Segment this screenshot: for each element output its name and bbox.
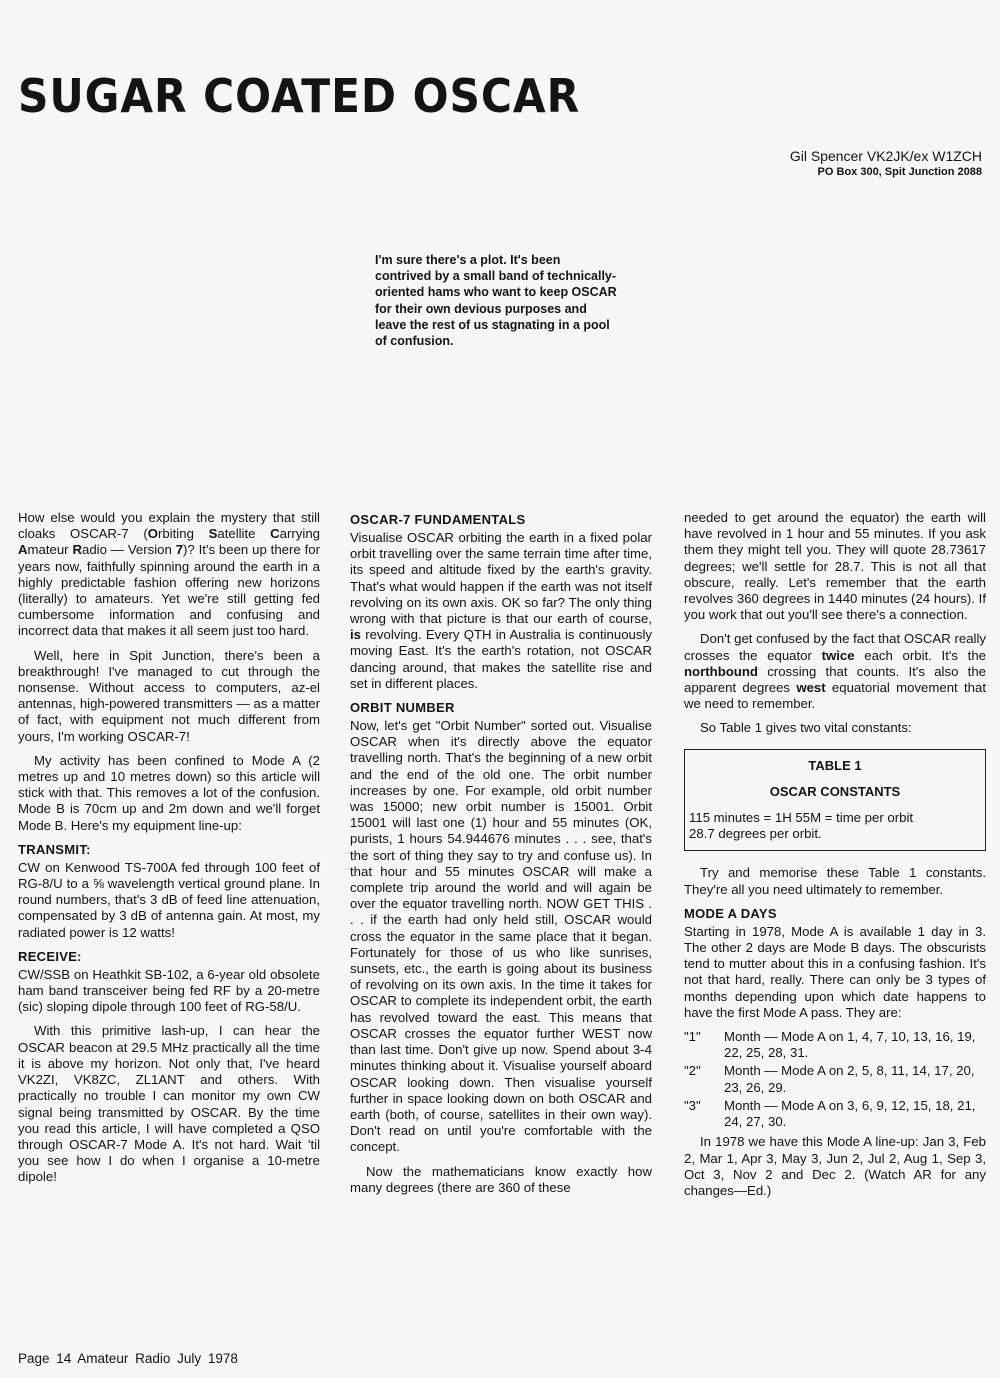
month-type-label: "1" [684, 1029, 701, 1045]
month-type-label: "2" [684, 1063, 701, 1079]
paragraph: Now the mathematicians know exactly how many degrees (there are 360 of these [350, 1163, 652, 1195]
intro-blurb: I'm sure there's a plot. It's been contrived by a small band of technically-oriented hams who want to keep OSCAR for their own devious purposes and leave the rest of us stagnating in a pool of confusion. [375, 253, 617, 349]
month-type-text: Month — Mode A on 3, 6, 9, 12, 15, 18, 21, 24, 27, 30. [724, 1097, 976, 1130]
text-run: How else would you explain the mystery that still cloaks OSCAR-7 ( [18, 510, 320, 542]
text-run: )? It's been up there for years now, faithfully spinning around the earth in a highly predictable fashion offering new horizons (literally) to amateurs. Yet we're still getting fed cumbersome information and confusing and incorrect data that makes it all seem just too hard. [18, 542, 320, 639]
paragraph: So Table 1 gives two vital constants: [700, 720, 912, 736]
paragraph [350, 530, 652, 692]
paragraph: needed to get around the equator) the earth will have revolved in 1 hour and 55 minutes. If you ask them they might tell you. They will quote 28.73617 degrees; we'll settle for 28.7. This is not all that obscure, really. Let's remember that the earth revolves 360 degrees in 1440 minutes (24 hours). If you work that out you'll see there's a connection. [684, 510, 986, 623]
section-heading-mode-a-days: MODE A DAYS [684, 905, 777, 921]
text-run: adio — Version [81, 542, 176, 558]
text-run: 7 [175, 542, 184, 558]
paragraph: In 1978 we have this Mode A line-up: Jan 3, Feb 2, Mar 1, Apr 3, May 3, Jun 2, Jul 2, Aug 1, Sep 3, Oct 3, Nov 2 and Dec 2. (Watch AR for any changes—Ed.) [684, 1134, 986, 1198]
paragraph: Starting in 1978, Mode A is available 1 day in 3. The other 2 days are Mode B days. The obscurists tend to mutter about this in a confusing fashion. It's not that hard, really. There can only be 3 types of months depending upon which date happens to have the first Mode A pass. They are: [684, 923, 986, 1020]
paragraph: Well, here in Spit Junction, there's been a breakthrough! I've managed to cut through the nonsense. Without access to computers, az-el antennas, high-powered transmitters — as a matter of fact, with equipment not much different from yours, I'm working OSCAR-7! [18, 647, 320, 744]
text-run: S [208, 526, 218, 542]
column-1 [18, 510, 320, 1194]
column-3 [684, 510, 986, 1207]
paragraph [18, 510, 320, 640]
list-item [684, 1063, 986, 1095]
paragraph: Try and memorise these Table 1 constants. They're all you need ultimately to remember. [684, 865, 986, 897]
table-subtitle: OSCAR CONSTANTS [769, 783, 901, 799]
section-heading-fundamentals: OSCAR-7 FUNDAMENTALS [350, 512, 526, 527]
section-heading-receive: RECEIVE: [18, 948, 82, 964]
table-title: TABLE 1 [808, 757, 862, 773]
paragraph: My activity has been confined to Mode A (2 metres up and 10 metres down) so this article will stick with that. This removes a lot of the confusion. Mode B is 70cm up and 2m down and we'll forget Mode B. Here's my equipment line-up: [18, 752, 320, 833]
text-run: mateur [27, 542, 73, 558]
author-name: Gil Spencer VK2JK/ex W1ZCH [789, 148, 982, 164]
section-heading-orbit-number: ORBIT NUMBER [350, 700, 455, 716]
text-run: northbound [684, 663, 758, 679]
table-row: 28.7 degrees per orbit. [689, 826, 822, 842]
article-title: SUGAR COATED OSCAR [18, 69, 581, 123]
text-run: atellite [217, 526, 271, 542]
month-type-list [684, 1029, 986, 1130]
column-2 [350, 510, 652, 1204]
page-footer: Page 14 Amateur Radio July 1978 [18, 1351, 238, 1366]
text-run: each orbit. It's the [854, 647, 986, 663]
table-oscar-constants [684, 749, 986, 852]
paragraph: CW on Kenwood TS-700A fed through 100 feet of RG-8/U to a ⅝ wavelength vertical ground plane. In round numbers, that's 3 dB of feed line attenuation, compensated by 3 dB of antenna gain. At most, my radiated power is 12 watts! [18, 859, 320, 940]
text-run: crossing that counts. It's also the apparent degrees [684, 663, 986, 696]
list-item [684, 1098, 986, 1130]
paragraph: With this primitive lash-up, I can hear the OSCAR beacon at 29.5 MHz practically all the time it is above my horizon. Not only that, I've heard VK2ZI, VK8ZC, ZL1ANT and others. With practically no trouble I can monitor my own CW signal being transmitted by OSCAR. By the time you read this article, I will have completed a QSO through OSCAR-7 Mode A. It's not hard. Wait 'til you see how I do when I organise a 10-metre dipole! [18, 1023, 320, 1185]
text-run: Visualise OSCAR orbiting the earth in a fixed polar orbit travelling over the same terrain time after time, its speed and altitude fixed by the earth's gravity. That's what would happen if the earth was not itself revolving on its own axis. OK so far? The only thing wrong with that picture is that our earth of course, [350, 530, 652, 627]
text-run: R [72, 542, 82, 558]
text-run: equatorial movement that we need to remember. [684, 680, 986, 712]
text-run: Don't get confused by the fact that OSCAR really crosses the equator [684, 631, 986, 663]
text-run: revolving. Every QTH in Australia is continuously moving East. It's the earth's rotation, not OSCAR dancing around, that makes the satellite rise and set in different places. [350, 627, 652, 691]
table-row: 115 minutes = 1H 55M = time per orbit [689, 810, 914, 826]
text-run: A [18, 542, 28, 558]
paragraph [684, 631, 986, 712]
text-run: C [270, 526, 280, 542]
text-run: is [350, 627, 361, 643]
text-run: west [796, 680, 826, 696]
text-run: arrying [279, 526, 320, 542]
month-type-text: Month — Mode A on 1, 4, 7, 10, 13, 16, 19, 22, 25, 28, 31. [724, 1029, 976, 1061]
month-type-text: Month — Mode A on 2, 5, 8, 11, 14, 17, 20, 23, 26, 29. [724, 1063, 975, 1095]
author-address: PO Box 300, Spit Junction 2088 [817, 166, 982, 178]
list-item [684, 1029, 986, 1061]
paragraph: CW/SSB on Heathkit SB-102, a 6-year old obsolete ham band transceiver being fed RF by a 20-metre (sic) sloping dipole through 100 feet of RG-58/U. [18, 966, 320, 1015]
paragraph: Now, let's get "Orbit Number" sorted out. Visualise OSCAR when it's directly above the equator travelling north. That's the beginning of a new orbit and the end of the old one. The orbit number increases by one. For example, old orbit number was 15000; new orbit number is 15001. Orbit 15001 will last one (1) hour and 55 minutes (OK, purists, 1 hours 54.944676 minutes . . . see, that's the sort of thing they say to try and confuse us). In that hour and 55 minutes OSCAR will make a complete trip around the world and will again be over the equator travelling north. NOW GET THIS . . . if the earth had only held still, OSCAR would cross the equator in the same place that it began. Fortunately for those of us who like sunrises, sunsets, etc., the earth is going about its business of revolving on its own axis. In the time it takes for OSCAR to complete its independent orbit, the earth has revolved toward the east. This means that OSCAR crosses the equator further WEST now than last time. Don't give up now. Spend about 3-4 minutes thinking about it. Visualise yourself aboard OSCAR looking down. Then visualise yourself further in space looking down on both OSCAR and earth (both, of course, satellites in their own way). Don't read on until you're comfortable with the concept. [350, 718, 652, 1155]
byline [790, 148, 982, 180]
text-run: O [147, 526, 158, 542]
text-run: twice [821, 647, 855, 663]
section-heading-transmit: TRANSMIT: [18, 841, 91, 857]
month-type-label: "3" [684, 1097, 701, 1113]
text-run: rbiting [157, 526, 209, 542]
